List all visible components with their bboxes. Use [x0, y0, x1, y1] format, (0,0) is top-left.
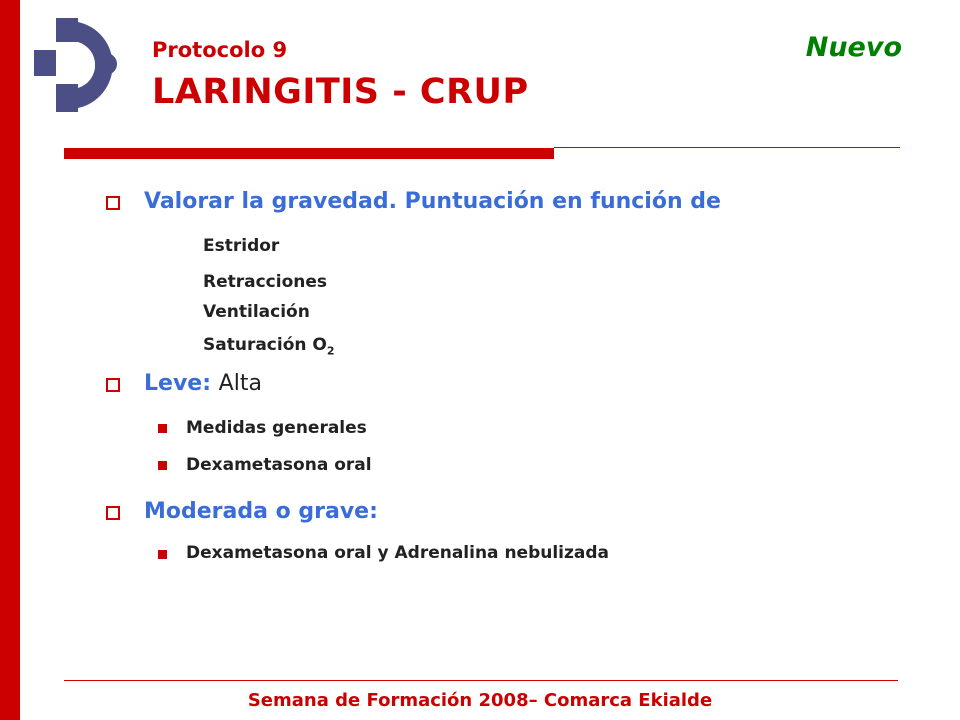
logo-cross-top [56, 18, 78, 42]
footer-text: Semana de Formación 2008– Comarca Ekialde [247, 690, 713, 711]
list-item-dexametasona-adrenalina: Dexametasona oral y Adrenalina nebulizada [186, 543, 610, 563]
logo-cross-left [34, 50, 56, 76]
list-bullet [158, 424, 167, 433]
list-bullet [158, 550, 167, 559]
criterion-saturacion-label: Saturación O [203, 335, 327, 355]
footer-divider [64, 680, 898, 681]
title-divider-thick [64, 148, 554, 159]
criterion-estridor: Estridor [203, 236, 280, 256]
left-accent-bar [0, 0, 20, 720]
new-badge: Nuevo [805, 32, 902, 63]
leve-value: Alta [218, 371, 262, 396]
section-bullet [106, 196, 120, 210]
protocol-number: Protocolo 9 [152, 38, 288, 62]
section-bullet [106, 378, 120, 392]
criterion-saturacion-subscript: 2 [326, 344, 335, 358]
section-heading-valorar: Valorar la gravedad. Puntuación en función de [144, 189, 721, 214]
logo-dot [95, 53, 117, 75]
list-item-dexametasona: Dexametasona oral [186, 455, 372, 475]
organization-logo-icon [34, 18, 126, 112]
page-title: LARINGITIS - CRUP [152, 72, 529, 112]
list-item-medidas: Medidas generales [186, 418, 367, 438]
logo-cross-bottom [56, 84, 78, 112]
title-divider-thin [554, 147, 900, 148]
leve-label: Leve: [144, 371, 211, 396]
section-heading-leve [144, 371, 262, 396]
section-bullet [106, 506, 120, 520]
criterion-ventilacion: Ventilación [203, 302, 310, 322]
list-bullet [158, 461, 167, 470]
section-heading-moderada: Moderada o grave: [144, 499, 378, 524]
criterion-retracciones: Retracciones [203, 272, 328, 292]
criterion-saturacion [203, 335, 335, 357]
